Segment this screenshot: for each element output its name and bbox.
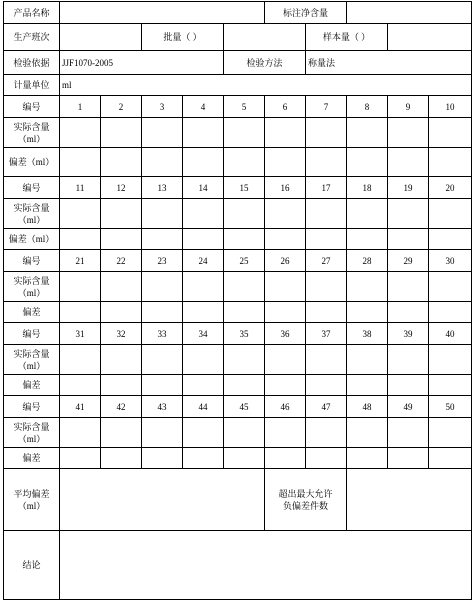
deviation-row	[4, 448, 472, 469]
actual-content-cell[interactable]	[306, 418, 347, 448]
actual-content-row	[4, 118, 472, 148]
product-name-label: 产品名称	[4, 2, 60, 24]
deviation-cell[interactable]	[265, 148, 306, 177]
sample-number: 11	[60, 177, 101, 199]
actual-content-cell[interactable]	[388, 118, 429, 148]
sample-number: 37	[306, 323, 347, 345]
number-row	[4, 396, 472, 418]
actual-content-cell[interactable]	[429, 345, 472, 375]
actual-content-cell[interactable]	[388, 345, 429, 375]
actual-content-cell[interactable]	[60, 272, 101, 302]
deviation-cell[interactable]	[388, 375, 429, 396]
sample-number: 22	[101, 250, 142, 272]
deviation-cell[interactable]	[429, 229, 472, 250]
actual-content-label: 实际含量（ml）	[4, 272, 60, 302]
deviation-cell[interactable]	[101, 302, 142, 323]
deviation-cell[interactable]	[183, 448, 224, 469]
actual-content-cell[interactable]	[347, 118, 388, 148]
deviation-cell[interactable]	[142, 229, 183, 250]
number-label: 编号	[4, 177, 60, 199]
sample-number: 30	[429, 250, 472, 272]
deviation-cell[interactable]	[142, 148, 183, 177]
actual-content-cell[interactable]	[306, 199, 347, 229]
sample-number: 26	[265, 250, 306, 272]
actual-content-cell[interactable]	[142, 199, 183, 229]
sample-number: 29	[388, 250, 429, 272]
sample-number: 41	[60, 396, 101, 418]
deviation-cell[interactable]	[429, 148, 472, 177]
actual-content-cell[interactable]	[429, 118, 472, 148]
deviation-label: 偏差	[4, 375, 60, 396]
actual-content-cell[interactable]	[60, 118, 101, 148]
deviation-cell[interactable]	[101, 375, 142, 396]
deviation-cell[interactable]	[347, 302, 388, 323]
deviation-cell[interactable]	[306, 448, 347, 469]
number-row	[4, 250, 472, 272]
actual-content-cell[interactable]	[265, 345, 306, 375]
deviation-cell[interactable]	[306, 375, 347, 396]
deviation-cell[interactable]	[60, 148, 101, 177]
deviation-cell[interactable]	[265, 302, 306, 323]
number-label: 编号	[4, 396, 60, 418]
sample-number: 27	[306, 250, 347, 272]
basis-field[interactable]: JJF1070-2005	[60, 51, 224, 75]
actual-content-cell[interactable]	[306, 345, 347, 375]
deviation-row	[4, 302, 472, 323]
sample-number: 24	[183, 250, 224, 272]
actual-content-cell[interactable]	[142, 345, 183, 375]
actual-content-cell[interactable]	[429, 199, 472, 229]
sample-qty-label: 样本量（ ）	[306, 24, 388, 51]
actual-content-label: 实际含量（ml）	[4, 199, 60, 229]
sample-number: 44	[183, 396, 224, 418]
actual-content-label: 实际含量（ml）	[4, 345, 60, 375]
actual-content-row	[4, 199, 472, 229]
deviation-cell[interactable]	[224, 375, 265, 396]
actual-content-cell[interactable]	[306, 272, 347, 302]
deviation-cell[interactable]	[101, 148, 142, 177]
deviation-cell[interactable]	[265, 229, 306, 250]
exceed-count-label: 超出最大允许负偏差件数	[265, 469, 347, 531]
actual-content-cell[interactable]	[224, 345, 265, 375]
sample-number: 48	[347, 396, 388, 418]
sample-number: 31	[60, 323, 101, 345]
actual-content-cell[interactable]	[429, 418, 472, 448]
deviation-cell[interactable]	[347, 229, 388, 250]
actual-content-cell[interactable]	[224, 118, 265, 148]
sample-number: 7	[306, 96, 347, 118]
actual-content-cell[interactable]	[101, 418, 142, 448]
actual-content-label: 实际含量（ml）	[4, 418, 60, 448]
actual-content-cell[interactable]	[183, 118, 224, 148]
actual-content-cell[interactable]	[101, 118, 142, 148]
sample-number: 49	[388, 396, 429, 418]
batch-qty-field[interactable]	[224, 24, 306, 51]
sample-number: 34	[183, 323, 224, 345]
actual-content-cell[interactable]	[265, 118, 306, 148]
actual-content-cell[interactable]	[101, 345, 142, 375]
sample-number: 2	[101, 96, 142, 118]
actual-content-row	[4, 418, 472, 448]
sample-number: 39	[388, 323, 429, 345]
deviation-cell[interactable]	[60, 229, 101, 250]
sample-number: 4	[183, 96, 224, 118]
deviation-cell[interactable]	[306, 302, 347, 323]
deviation-cell[interactable]	[142, 448, 183, 469]
sample-number: 3	[142, 96, 183, 118]
actual-content-cell[interactable]	[183, 418, 224, 448]
sample-number: 35	[224, 323, 265, 345]
actual-content-cell[interactable]	[60, 199, 101, 229]
measurement-record-table	[3, 1, 472, 600]
deviation-cell[interactable]	[183, 229, 224, 250]
sample-number: 33	[142, 323, 183, 345]
deviation-cell[interactable]	[183, 148, 224, 177]
deviation-cell[interactable]	[60, 302, 101, 323]
sample-number: 6	[265, 96, 306, 118]
deviation-cell[interactable]	[388, 148, 429, 177]
sample-number: 40	[429, 323, 472, 345]
actual-content-cell[interactable]	[183, 199, 224, 229]
actual-content-cell[interactable]	[347, 418, 388, 448]
actual-content-cell[interactable]	[60, 418, 101, 448]
number-row	[4, 323, 472, 345]
deviation-cell[interactable]	[429, 375, 472, 396]
sample-number: 14	[183, 177, 224, 199]
actual-content-cell[interactable]	[224, 272, 265, 302]
actual-content-row	[4, 345, 472, 375]
deviation-cell[interactable]	[224, 148, 265, 177]
sample-number: 38	[347, 323, 388, 345]
sample-number: 9	[388, 96, 429, 118]
deviation-cell[interactable]	[60, 448, 101, 469]
actual-content-cell[interactable]	[183, 345, 224, 375]
deviation-label: 偏差（ml）	[4, 229, 60, 250]
method-label: 检验方法	[224, 51, 306, 75]
actual-content-cell[interactable]	[142, 272, 183, 302]
conclusion-row	[4, 531, 472, 600]
deviation-label: 偏差	[4, 448, 60, 469]
sample-number: 8	[347, 96, 388, 118]
deviation-cell[interactable]	[60, 375, 101, 396]
deviation-cell[interactable]	[429, 448, 472, 469]
sample-number: 1	[60, 96, 101, 118]
sample-number: 17	[306, 177, 347, 199]
deviation-cell[interactable]	[183, 302, 224, 323]
batch-no-label: 生产班次	[4, 24, 60, 51]
deviation-cell[interactable]	[224, 302, 265, 323]
sample-number: 43	[142, 396, 183, 418]
deviation-cell[interactable]	[101, 229, 142, 250]
deviation-row	[4, 375, 472, 396]
actual-content-cell[interactable]	[101, 272, 142, 302]
sample-number: 18	[347, 177, 388, 199]
actual-content-cell[interactable]	[183, 272, 224, 302]
unit-field[interactable]: ml	[60, 75, 472, 96]
actual-content-cell[interactable]	[265, 272, 306, 302]
net-content-field[interactable]	[347, 2, 472, 24]
deviation-row	[4, 148, 472, 177]
deviation-cell[interactable]	[347, 448, 388, 469]
deviation-cell[interactable]	[101, 448, 142, 469]
deviation-cell[interactable]	[142, 302, 183, 323]
deviation-cell[interactable]	[347, 148, 388, 177]
sample-qty-field[interactable]	[388, 24, 472, 51]
deviation-row	[4, 229, 472, 250]
sample-number: 42	[101, 396, 142, 418]
sample-number: 47	[306, 396, 347, 418]
actual-content-cell[interactable]	[388, 272, 429, 302]
method-field[interactable]: 称量法	[306, 51, 472, 75]
actual-content-row	[4, 272, 472, 302]
number-label: 编号	[4, 323, 60, 345]
deviation-cell[interactable]	[347, 375, 388, 396]
sample-number: 21	[60, 250, 101, 272]
sample-number: 15	[224, 177, 265, 199]
summary-row	[4, 469, 472, 531]
deviation-label: 偏差（ml）	[4, 148, 60, 177]
sample-number: 13	[142, 177, 183, 199]
unit-label: 计量单位	[4, 75, 60, 96]
conclusion-label: 结论	[4, 531, 60, 600]
actual-content-cell[interactable]	[224, 199, 265, 229]
sample-number: 25	[224, 250, 265, 272]
deviation-cell[interactable]	[388, 229, 429, 250]
batch-no-field[interactable]	[60, 24, 142, 51]
deviation-label: 偏差	[4, 302, 60, 323]
actual-content-cell[interactable]	[60, 345, 101, 375]
actual-content-cell[interactable]	[265, 418, 306, 448]
actual-content-cell[interactable]	[347, 199, 388, 229]
deviation-cell[interactable]	[388, 302, 429, 323]
deviation-cell[interactable]	[224, 229, 265, 250]
conclusion-field[interactable]	[60, 531, 472, 600]
actual-content-cell[interactable]	[101, 199, 142, 229]
deviation-cell[interactable]	[265, 448, 306, 469]
deviation-cell[interactable]	[224, 448, 265, 469]
number-label: 编号	[4, 250, 60, 272]
actual-content-cell[interactable]	[265, 199, 306, 229]
exceed-count-field[interactable]	[347, 469, 472, 531]
avg-deviation-field[interactable]	[60, 469, 265, 531]
sample-number: 5	[224, 96, 265, 118]
actual-content-cell[interactable]	[224, 418, 265, 448]
deviation-cell[interactable]	[306, 148, 347, 177]
sample-number: 32	[101, 323, 142, 345]
sample-number: 16	[265, 177, 306, 199]
number-row	[4, 96, 472, 118]
basis-label: 检验依据	[4, 51, 60, 75]
sample-number: 23	[142, 250, 183, 272]
actual-content-cell[interactable]	[142, 118, 183, 148]
net-content-label: 标注净含量	[265, 2, 347, 24]
actual-content-cell[interactable]	[306, 118, 347, 148]
deviation-cell[interactable]	[142, 375, 183, 396]
sample-number: 28	[347, 250, 388, 272]
actual-content-cell[interactable]	[429, 272, 472, 302]
sample-number: 20	[429, 177, 472, 199]
actual-content-cell[interactable]	[347, 345, 388, 375]
sample-number: 36	[265, 323, 306, 345]
actual-content-label: 实际含量（ml）	[4, 118, 60, 148]
sample-number: 46	[265, 396, 306, 418]
deviation-cell[interactable]	[429, 302, 472, 323]
sample-number: 10	[429, 96, 472, 118]
sample-number: 19	[388, 177, 429, 199]
number-row	[4, 177, 472, 199]
sample-number: 12	[101, 177, 142, 199]
avg-deviation-label: 平均偏差（ml）	[4, 469, 60, 531]
batch-qty-label: 批量（ ）	[142, 24, 224, 51]
sample-number: 45	[224, 396, 265, 418]
product-name-field[interactable]	[60, 2, 265, 24]
sample-number: 50	[429, 396, 472, 418]
deviation-cell[interactable]	[265, 375, 306, 396]
actual-content-cell[interactable]	[142, 418, 183, 448]
actual-content-cell[interactable]	[347, 272, 388, 302]
deviation-cell[interactable]	[306, 229, 347, 250]
actual-content-cell[interactable]	[388, 199, 429, 229]
number-label: 编号	[4, 96, 60, 118]
actual-content-cell[interactable]	[388, 418, 429, 448]
deviation-cell[interactable]	[183, 375, 224, 396]
deviation-cell[interactable]	[388, 448, 429, 469]
